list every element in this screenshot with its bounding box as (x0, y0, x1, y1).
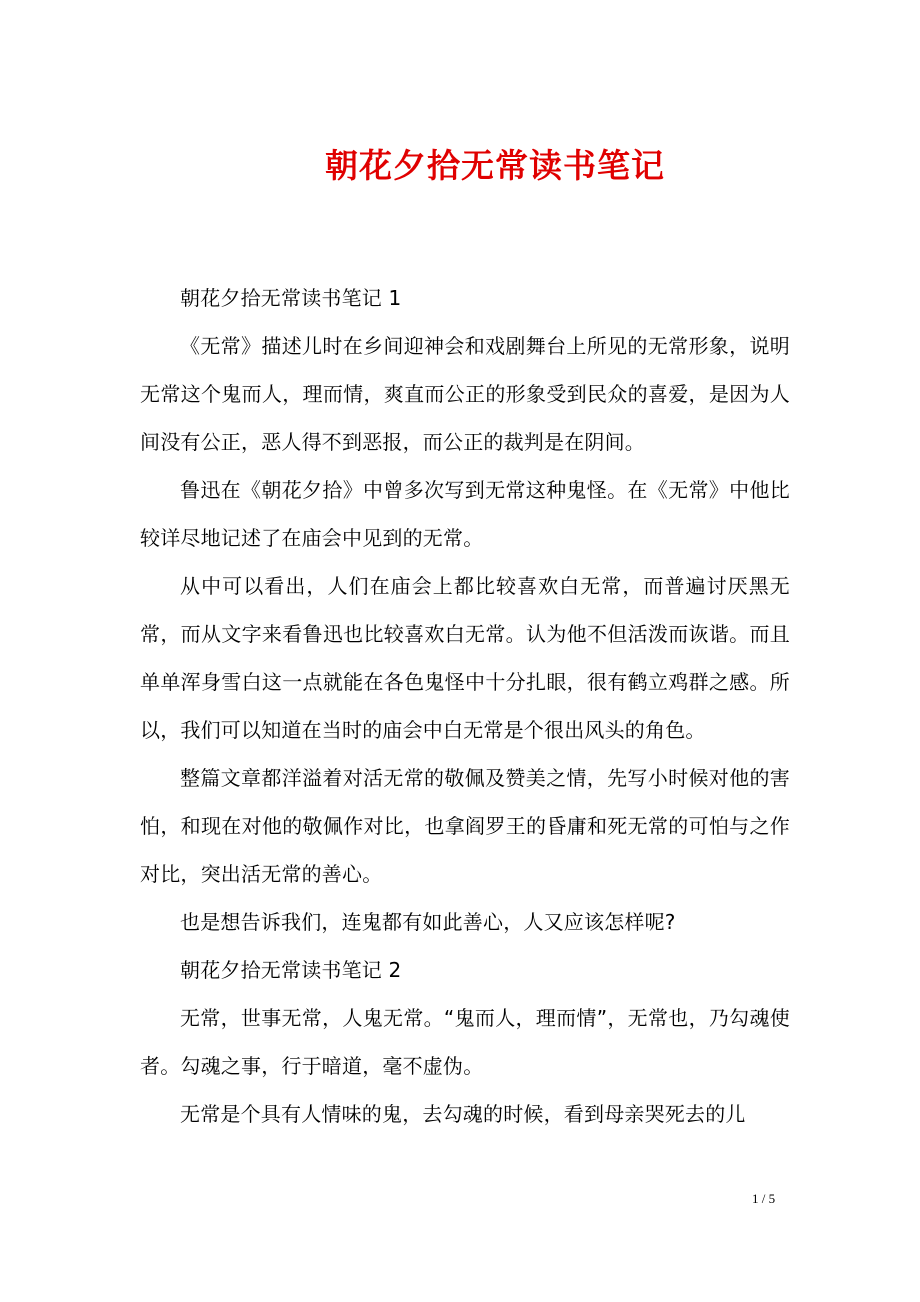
document-title: 朝花夕拾无常读书笔记 (325, 146, 665, 185)
section-heading: 朝花夕拾无常读书笔记 1 (180, 286, 402, 310)
paragraph: 也是想告诉我们，连鬼都有如此善心，人又应该怎样呢? (180, 910, 676, 934)
section-heading: 朝花夕拾无常读书笔记 2 (180, 958, 402, 982)
paragraph: 无常是个具有人情味的鬼，去勾魂的时候，看到母亲哭死去的儿 (180, 1102, 746, 1126)
paragraph: 无常，世事无常，人鬼无常。“鬼而人，理而情”，无常也，乃勾魂使者。勾魂之事，行于暗道，毫不虚伪。 (140, 1006, 790, 1078)
paragraph: 《无常》描述儿时在乡间迎神会和戏剧舞台上所见的无常形象，说明无常这个鬼而人，理而情，爽直而公正的形象受到民众的喜爱，是因为人间没有公正，恶人得不到恶报，而公正的裁判是在阴间。 (140, 334, 790, 454)
paragraph: 鲁迅在《朝花夕拾》中曾多次写到无常这种鬼怪。在《无常》中他比较详尽地记述了在庙会中见到的无常。 (140, 478, 790, 550)
paragraph: 整篇文章都洋溢着对活无常的敬佩及赞美之情，先写小时候对他的害怕，和现在对他的敬佩作对比，也拿阎罗王的昏庸和死无常的可怕与之作对比，突出活无常的善心。 (140, 766, 790, 886)
paragraph: 从中可以看出，人们在庙会上都比较喜欢白无常，而普遍讨厌黑无常，而从文字来看鲁迅也比较喜欢白无常。认为他不但活泼而诙谐。而且单单浑身雪白这一点就能在各色鬼怪中十分扎眼，很有鹤立鸡群之感。所以，我们可以知道在当时的庙会中白无常是个很出风头的角色。 (140, 574, 790, 742)
document-body (140, 274, 790, 1138)
page-number: 1 / 5 (752, 1191, 776, 1206)
